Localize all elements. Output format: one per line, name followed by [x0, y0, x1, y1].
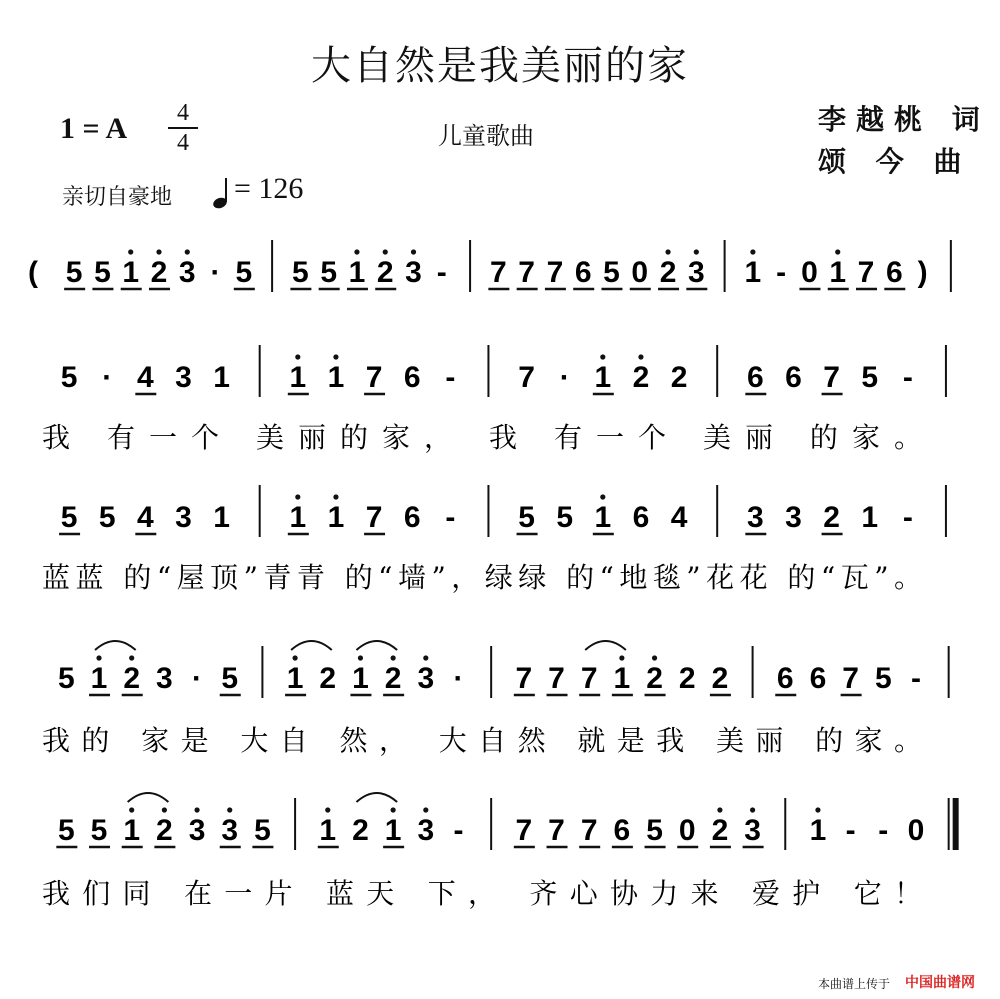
slur	[356, 793, 397, 802]
note: 5	[221, 662, 239, 695]
slur	[585, 641, 626, 650]
note: 3	[405, 256, 422, 289]
note: 0	[631, 256, 649, 289]
note: )	[917, 256, 928, 289]
note: 1	[327, 361, 345, 394]
note: 7	[490, 256, 507, 289]
octave-dot	[333, 354, 338, 359]
note: 3	[156, 662, 173, 695]
lyrics-line: 蓝蓝 的“屋顶”青青 的“墙”，绿绿 的“地毯”花花 的“瓦”。	[42, 561, 923, 594]
slur	[356, 641, 397, 650]
note: 5	[57, 814, 75, 847]
note: 1	[289, 361, 307, 394]
octave-dot	[391, 655, 396, 660]
octave-dot	[96, 655, 101, 660]
note: 3	[746, 501, 764, 534]
note: 3	[178, 256, 196, 289]
octave-dot	[835, 249, 840, 254]
slur	[95, 641, 136, 650]
note: -	[845, 814, 856, 847]
note: 4	[670, 501, 688, 534]
octave-dot	[815, 807, 820, 812]
note: 7	[580, 814, 598, 847]
note: 4	[136, 361, 154, 394]
note: 2	[646, 662, 663, 695]
note: 3	[175, 361, 192, 394]
note: 6	[809, 662, 827, 695]
note: 3	[785, 501, 802, 534]
note: 5	[320, 256, 338, 289]
note: 1	[327, 501, 345, 534]
note: 3	[417, 662, 435, 695]
note: 7	[548, 662, 565, 695]
octave-dot	[358, 655, 363, 660]
lyrics-line: 我们同 在一片 蓝天 下， 齐心协力来 爱护 它！	[42, 877, 922, 910]
note: 6	[403, 501, 421, 534]
note: 7	[518, 256, 535, 289]
octave-dot	[227, 807, 232, 812]
note: 5	[518, 501, 535, 534]
note: 7	[518, 361, 535, 394]
note: 2	[150, 256, 168, 289]
note: ·	[559, 361, 570, 394]
note: -	[902, 361, 913, 394]
note: 6	[785, 361, 802, 394]
lyrics-line: 我 有一个 美丽的家， 我 有一个 美丽 的家。	[42, 421, 922, 454]
note: ·	[210, 256, 221, 289]
octave-dot	[411, 249, 416, 254]
note: 1	[123, 814, 141, 847]
note: ·	[453, 662, 464, 695]
octave-dot	[156, 249, 161, 254]
footer-site: 中国曲谱网	[905, 975, 975, 991]
note: 1	[352, 662, 369, 695]
time-sig-top: 4	[177, 100, 189, 126]
note: -	[902, 501, 913, 534]
note: 0	[801, 256, 818, 289]
note: 2	[678, 662, 696, 695]
note: 1	[286, 662, 304, 695]
note: 7	[823, 361, 840, 394]
octave-dot	[333, 494, 338, 499]
slur	[291, 641, 332, 650]
octave-dot	[423, 655, 428, 660]
note: 6	[885, 256, 903, 289]
note: 5	[90, 814, 108, 847]
note: 5	[254, 814, 271, 847]
note: 2	[659, 256, 677, 289]
note: 2	[632, 361, 650, 394]
note: 5	[94, 256, 111, 289]
note: 2	[319, 662, 337, 695]
note: 5	[556, 501, 574, 534]
note: 2	[711, 814, 729, 847]
note: 1	[744, 256, 762, 289]
note: 7	[515, 814, 533, 847]
note: ·	[192, 662, 203, 695]
note: -	[878, 814, 889, 847]
note: -	[445, 501, 456, 534]
octave-dot	[600, 354, 605, 359]
lyrics-line: 我的 家是 大自 然， 大自然 就是我 美丽 的家。	[42, 724, 922, 757]
open-paren: (	[28, 256, 38, 289]
note: 1	[809, 814, 827, 847]
octave-dot	[292, 655, 297, 660]
note: 6	[776, 662, 794, 695]
note: 6	[746, 361, 764, 394]
note: 2	[376, 256, 394, 289]
note: 7	[857, 256, 875, 289]
tempo-expression: 亲切自豪地	[62, 185, 173, 210]
note: 2	[156, 814, 173, 847]
octave-dot	[619, 655, 624, 660]
octave-dot	[383, 249, 388, 254]
octave-dot	[185, 249, 190, 254]
note: 1	[594, 501, 612, 534]
octave-dot	[325, 807, 330, 812]
note: -	[436, 256, 447, 289]
octave-dot	[129, 807, 134, 812]
octave-dot	[638, 354, 643, 359]
note: 3	[687, 256, 705, 289]
octave-dot	[295, 354, 300, 359]
note: 5	[60, 501, 78, 534]
octave-dot	[665, 249, 670, 254]
octave-dot	[600, 494, 605, 499]
octave-dot	[750, 807, 755, 812]
note: 7	[842, 662, 859, 695]
note: 0	[678, 814, 696, 847]
note: 2	[670, 361, 688, 394]
note: 3	[175, 501, 192, 534]
footer-text: 本曲谱上传于	[818, 977, 891, 991]
note: 3	[744, 814, 761, 847]
tempo-value: = 126	[234, 172, 304, 205]
note: 5	[603, 256, 620, 289]
note: 1	[348, 256, 366, 289]
octave-dot	[652, 655, 657, 660]
genre-label: 儿童歌曲	[438, 122, 534, 150]
note: 1	[613, 662, 631, 695]
note: 6	[613, 814, 631, 847]
song-title: 大自然是我美丽的家	[311, 43, 689, 89]
note: 3	[188, 814, 206, 847]
octave-dot	[129, 655, 134, 660]
note: -	[776, 256, 787, 289]
note: 5	[98, 501, 116, 534]
note: ·	[102, 361, 113, 394]
octave-dot	[128, 249, 133, 254]
note: 5	[646, 814, 663, 847]
note: 6	[574, 256, 592, 289]
note: 1	[213, 501, 230, 534]
note: 5	[292, 256, 309, 289]
note: -	[453, 814, 464, 847]
note: 7	[580, 662, 598, 695]
octave-dot	[423, 807, 428, 812]
note: 5	[874, 662, 892, 695]
composer-credit: 颂 今 曲	[818, 145, 972, 178]
note: 1	[213, 361, 230, 394]
note: 5	[65, 256, 83, 289]
note: 1	[384, 814, 402, 847]
note: 1	[289, 501, 307, 534]
note: 1	[319, 814, 337, 847]
octave-dot	[750, 249, 755, 254]
note: 5	[57, 662, 75, 695]
note: 2	[123, 662, 141, 695]
note: 3	[417, 814, 435, 847]
time-sig-bottom: 4	[177, 130, 189, 156]
octave-dot	[295, 494, 300, 499]
note: 4	[136, 501, 154, 534]
note: 2	[823, 501, 840, 534]
octave-dot	[391, 807, 396, 812]
slur	[128, 793, 169, 802]
lyricist-credit: 李越桃 词	[818, 103, 990, 136]
note: 1	[90, 662, 108, 695]
note: 7	[548, 814, 565, 847]
note: 6	[403, 361, 421, 394]
octave-dot	[162, 807, 167, 812]
note: 7	[365, 361, 383, 394]
octave-dot	[694, 249, 699, 254]
note: 1	[122, 256, 140, 289]
note: -	[445, 361, 456, 394]
note: 5	[861, 361, 879, 394]
note: -	[910, 662, 921, 695]
octave-dot	[194, 807, 199, 812]
note: 3	[221, 814, 239, 847]
note: 1	[594, 361, 612, 394]
note: 5	[235, 256, 253, 289]
note: 2	[352, 814, 369, 847]
note: 7	[365, 501, 383, 534]
note: 0	[907, 814, 925, 847]
key-signature: 1 = A	[60, 112, 128, 145]
octave-dot	[717, 807, 722, 812]
note: 2	[711, 662, 729, 695]
note: 1	[861, 501, 879, 534]
note: 5	[60, 361, 78, 394]
note: 1	[829, 256, 847, 289]
note: 7	[546, 256, 564, 289]
note: 2	[384, 662, 402, 695]
note: 6	[632, 501, 650, 534]
note: 7	[515, 662, 533, 695]
octave-dot	[354, 249, 359, 254]
